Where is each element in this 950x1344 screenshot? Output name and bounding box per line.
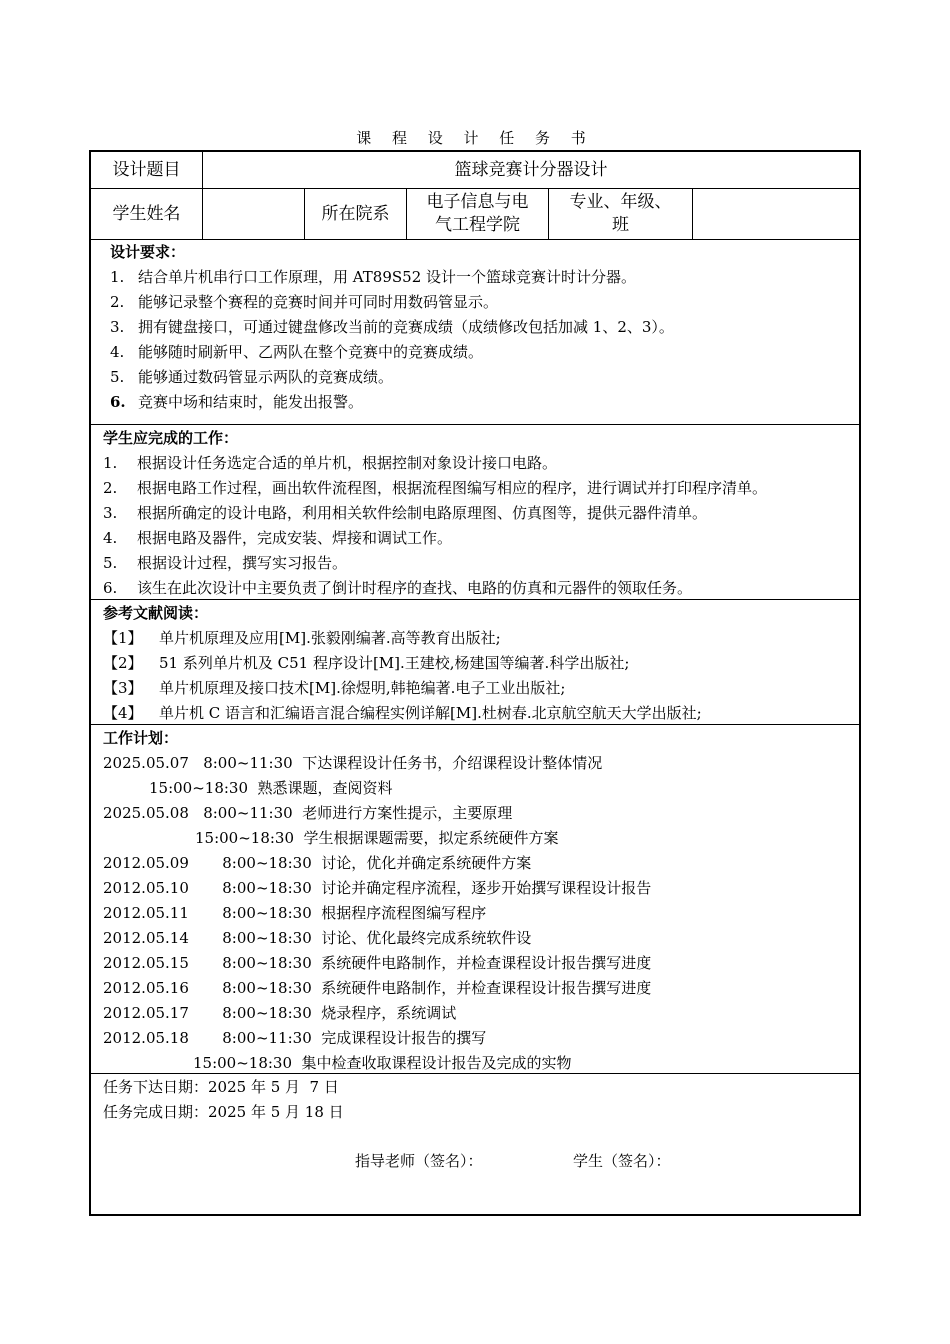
reference-item: 【2】 51 系列单片机及 C51 程序设计[M].王建校,杨建国等编著.科学出版社; — [103, 654, 630, 672]
tasks-heading: 学生应完成的工作： — [103, 429, 239, 447]
task-item: 2. 根据电路工作过程，画出软件流程图，根据流程图编写相应的程序，进行调试并打印程序清单。 — [103, 479, 768, 497]
issue-date: 任务下达日期：2025 年 5 月 7 日 — [103, 1078, 339, 1096]
plan-line: 15:00~18:30 学生根据课题需要，拟定系统硬件方案 — [195, 829, 559, 847]
reference-item: 【3】 单片机原理及接口技术[M].徐煜明,韩艳编著.电子工业出版社; — [103, 679, 566, 697]
work-plan-section — [91, 726, 859, 1074]
department-value-line1: 电子信息与电 — [426, 192, 529, 212]
major-label — [549, 189, 693, 239]
task-item: 1. 根据设计任务选定合适的单片机，根据控制对象设计接口电路。 — [103, 454, 558, 472]
plan-line: 15:00~18:30 集中检查收取课程设计报告及完成的实物 — [193, 1054, 572, 1072]
major-value — [693, 189, 859, 239]
plan-line: 2012.05.18 8:00~11:30 完成课程设计报告的撰写 — [103, 1029, 487, 1047]
plan-line: 2012.05.14 8:00~18:30 讨论、优化最终完成系统软件设 — [103, 929, 532, 947]
plan-line: 2012.05.10 8:00~18:30 讨论并确定程序流程，逐步开始撰写课程设计报告 — [103, 879, 652, 897]
plan-line: 2012.05.11 8:00~18:30 根据程序流程图编写程序 — [103, 904, 487, 922]
plan-line: 2012.05.17 8:00~18:30 烧录程序，系统调试 — [103, 1004, 457, 1022]
major-label-line2: 班 — [612, 215, 629, 235]
requirement-item: 5. 能够通过数码管显示两队的竞赛成绩。 — [110, 368, 394, 386]
plan-line: 2025.05.08 8:00~11:30 老师进行方案性提示，主要原理 — [103, 804, 513, 822]
task-item: 3. 根据所确定的设计电路，利用相关软件绘制电路原理图、仿真图等，提供元器件清单。 — [103, 504, 708, 522]
student-name-value — [203, 189, 305, 239]
topic-value: 篮球竞赛计分器设计 — [454, 159, 608, 180]
plan-line: 2012.05.15 8:00~18:30 系统硬件电路制作，并检查课程设计报告撰写进度 — [103, 954, 652, 972]
teacher-signature-label: 指导老师（签名）： — [355, 1152, 483, 1170]
requirement-item: 3. 拥有键盘接口，可通过键盘修改当前的竞赛成绩（成绩修改包括加减 1、2、3）。 — [110, 318, 674, 336]
department-label: 所在院系 — [305, 189, 407, 239]
requirement-item: 2. 能够记录整个赛程的竞赛时间并可同时用数码管显示。 — [110, 293, 499, 311]
student-name-label: 学生姓名 — [91, 189, 203, 239]
topic-label: 设计题目 — [91, 152, 203, 188]
reference-item: 【1】 单片机原理及应用[M].张毅刚编著.高等教育出版社; — [103, 629, 501, 647]
plan-line: 15:00~18:30 熟悉课题，查阅资料 — [149, 779, 393, 797]
design-requirements-section — [91, 240, 859, 425]
department-value — [407, 189, 549, 239]
plan-line: 2025.05.07 8:00~11:30 下达课程设计任务书，介绍课程设计整体情况 — [103, 754, 603, 772]
requirement-item: 6. 竞赛中场和结束时，能发出报警。 — [110, 393, 364, 411]
task-item: 4. 根据电路及器件，完成安装、焊接和调试工作。 — [103, 529, 453, 547]
finish-date: 任务完成日期：2025 年 5 月 18 日 — [103, 1103, 344, 1121]
task-form-table — [89, 150, 861, 1216]
task-item: 6. 该生在此次设计中主要负责了倒计时程序的查找、电路的仿真和元器件的领取任务。 — [103, 579, 693, 597]
requirement-item: 4. 能够随时刷新甲、乙两队在整个竞赛中的竞赛成绩。 — [110, 343, 484, 361]
references-section — [91, 601, 859, 725]
department-value-line2: 气工程学院 — [435, 215, 520, 235]
document-title: 课 程 设 计 任 务 书 — [356, 129, 594, 147]
student-signature-label: 学生（签名）： — [573, 1152, 671, 1170]
requirement-item: 1. 结合单片机串行口工作原理，用 AT89S52 设计一个篮球竞赛计时计分器。 — [110, 268, 637, 286]
plan-line: 2012.05.16 8:00~18:30 系统硬件电路制作，并检查课程设计报告撰写进度 — [103, 979, 652, 997]
requirements-heading: 设计要求： — [110, 243, 186, 261]
references-heading: 参考文献阅读： — [103, 604, 209, 622]
major-label-line1: 专业、年级、 — [569, 192, 672, 212]
student-tasks-section — [91, 426, 859, 600]
topic-row — [91, 152, 859, 189]
student-info-row — [91, 189, 859, 240]
plan-line: 2012.05.09 8:00~18:30 讨论，优化并确定系统硬件方案 — [103, 854, 532, 872]
plan-heading: 工作计划： — [103, 729, 179, 747]
footer-section — [91, 1075, 859, 1214]
task-item: 5. 根据设计过程，撰写实习报告。 — [103, 554, 348, 572]
reference-item: 【4】 单片机 C 语言和汇编语言混合编程实例详解[M].杜树春.北京航空航天大学出版社; — [103, 704, 702, 722]
